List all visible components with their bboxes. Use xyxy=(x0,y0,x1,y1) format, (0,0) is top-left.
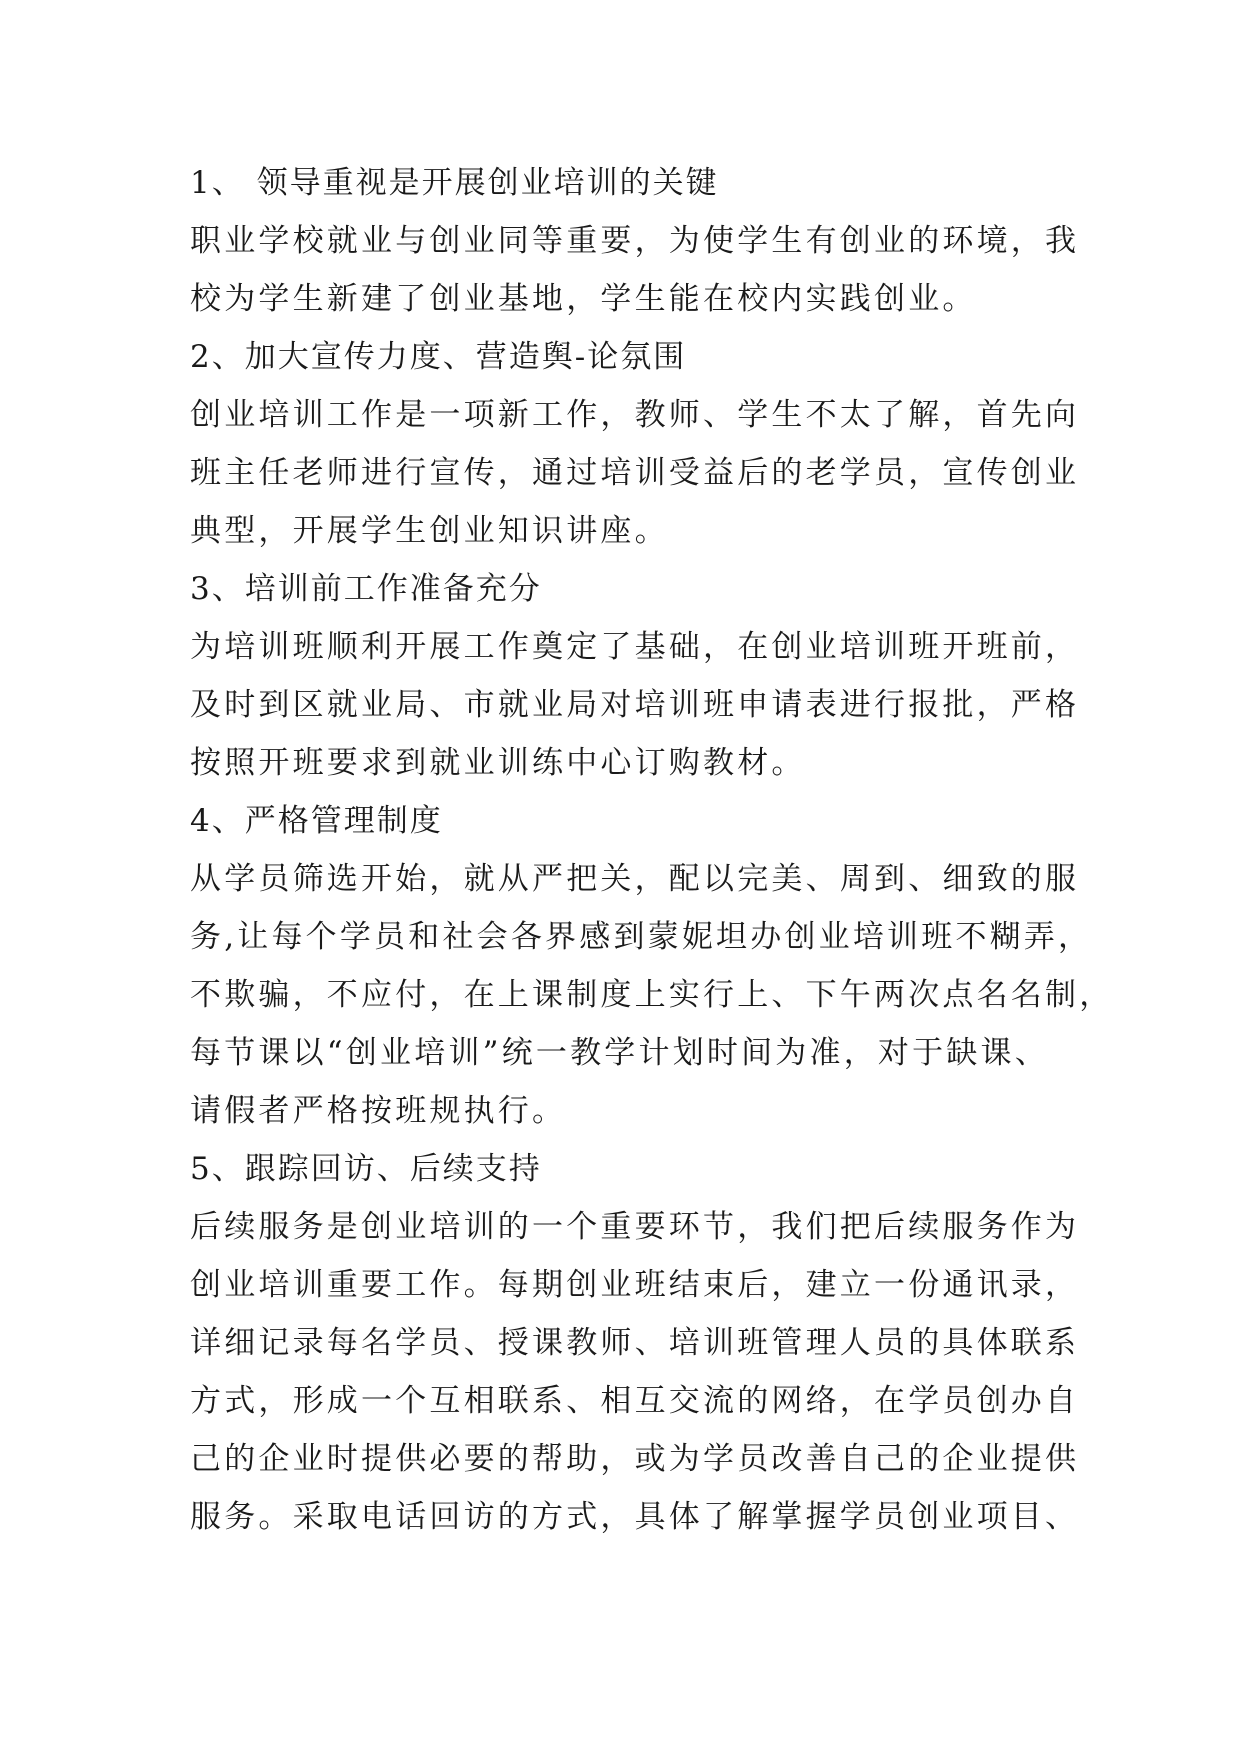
paragraph-line: 方式，形成一个互相联系、相互交流的网络，在学员创办自 xyxy=(190,1383,1080,1419)
paragraph-line: 典型，开展学生创业知识讲座。 xyxy=(190,513,669,549)
paragraph-line: 务,让每个学员和社会各界感到蒙妮坦办创业培训班不糊弄， xyxy=(190,919,1093,955)
paragraph-line: 创业培训工作是一项新工作，教师、学生不太了解，首先向 xyxy=(190,397,1080,433)
paragraph-line: 不欺骗，不应付，在上课制度上实行上、下午两次点名名制， xyxy=(190,977,1114,1013)
paragraph-line: 详细记录每名学员、授课教师、培训班管理人员的具体联系 xyxy=(190,1325,1080,1361)
paragraph-line: 校为学生新建了创业基地，学生能在校内实践创业。 xyxy=(190,281,977,317)
paragraph-line: 后续服务是创业培训的一个重要环节，我们把后续服务作为 xyxy=(190,1209,1080,1245)
heading-4: 4、严格管理制度 xyxy=(190,803,443,839)
paragraph-line: 服务。采取电话回访的方式，具体了解掌握学员创业项目、 xyxy=(190,1499,1080,1535)
paragraph-line: 及时到区就业局、市就业局对培训班申请表进行报批，严格 xyxy=(190,687,1080,723)
paragraph-line: 从学员筛选开始，就从严把关，配以完美、周到、细致的服 xyxy=(190,861,1080,897)
paragraph-line: 班主任老师进行宣传，通过培训受益后的老学员，宣传创业 xyxy=(190,455,1080,491)
heading-5: 5、跟踪回访、后续支持 xyxy=(190,1151,542,1187)
paragraph-line: 每节课以“创业培训”统一教学计划时间为准，对于缺课、 xyxy=(190,1035,1049,1071)
paragraph-line: 为培训班顺利开展工作奠定了基础，在创业培训班开班前， xyxy=(190,629,1080,665)
paragraph-line: 请假者严格按班规执行。 xyxy=(190,1093,567,1129)
heading-3: 3、培训前工作准备充分 xyxy=(190,571,542,607)
paragraph-line: 创业培训重要工作。每期创业班结束后，建立一份通讯录， xyxy=(190,1267,1080,1303)
paragraph-line: 按照开班要求到就业训练中心订购教材。 xyxy=(190,745,806,781)
paragraph-line: 职业学校就业与创业同等重要，为使学生有创业的环境，我 xyxy=(190,223,1080,259)
paragraph-line: 己的企业时提供必要的帮助，或为学员改善自己的企业提供 xyxy=(190,1441,1080,1477)
heading-2: 2、加大宣传力度、营造舆-论氛围 xyxy=(190,339,687,375)
heading-1: 1、 领导重视是开展创业培训的关键 xyxy=(190,165,719,201)
